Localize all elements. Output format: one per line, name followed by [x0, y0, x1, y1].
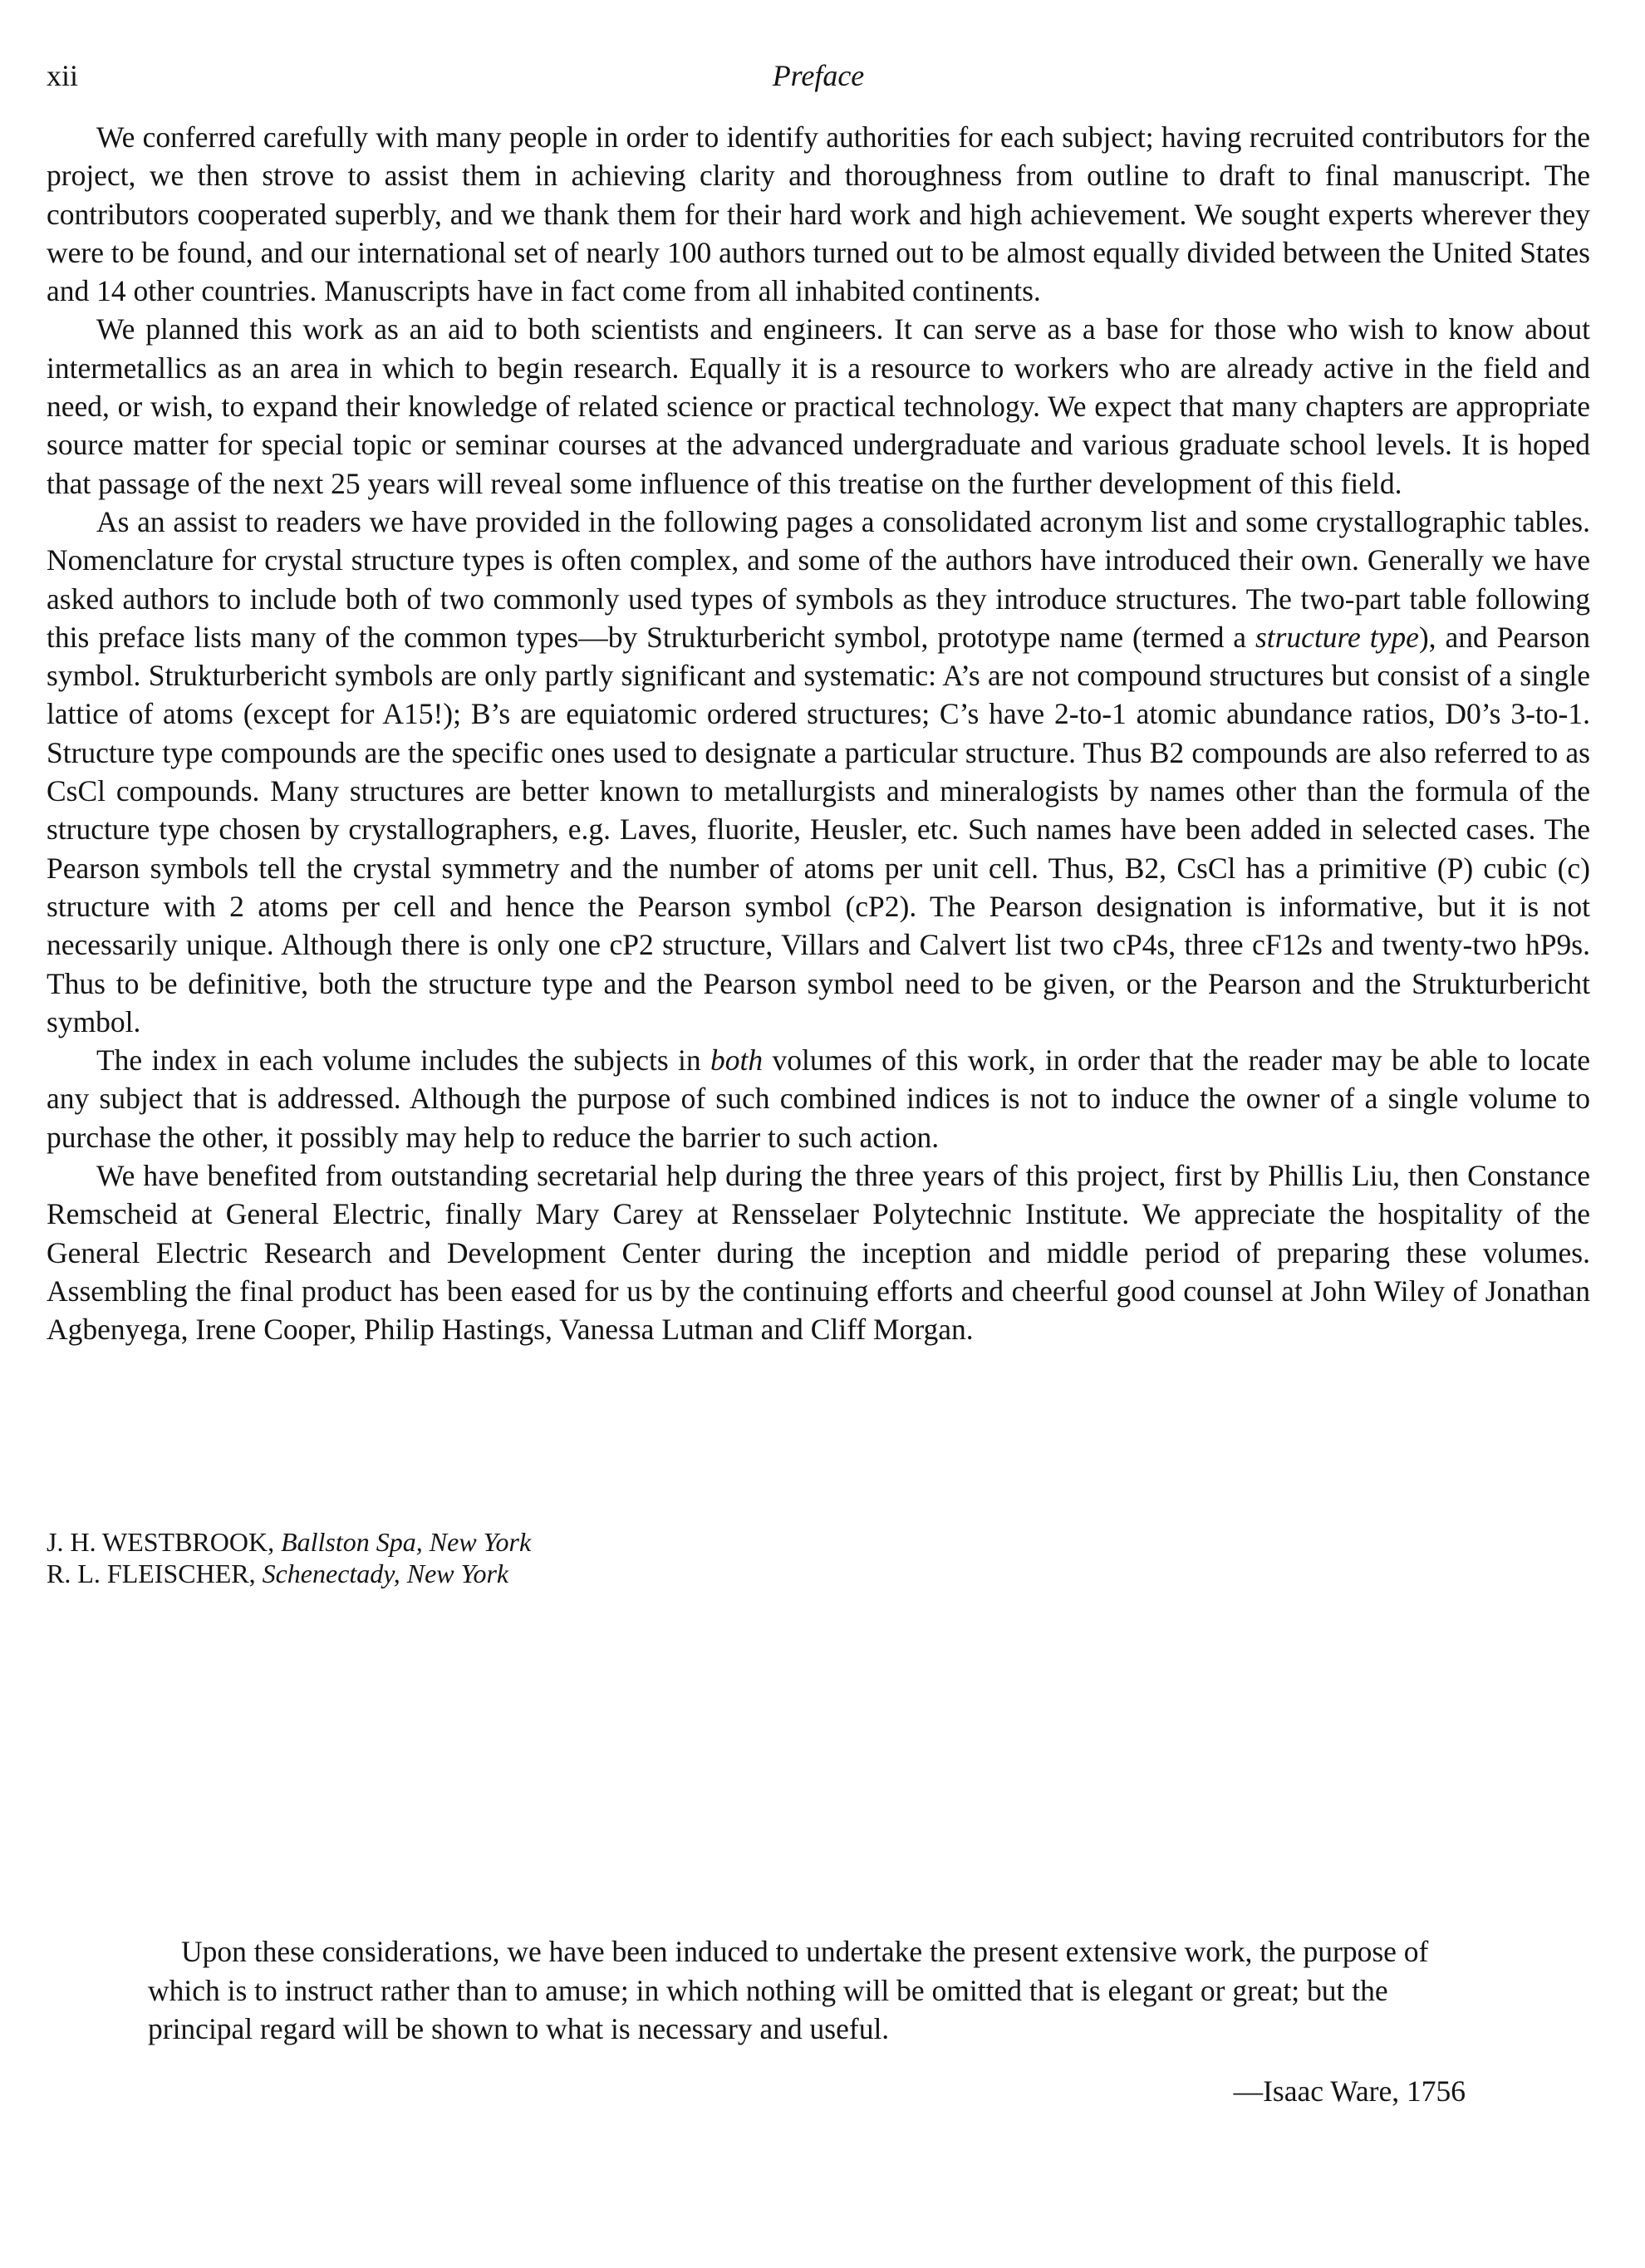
running-head: Preface	[772, 59, 865, 92]
signature-name: J. H. WESTBROOK,	[47, 1527, 275, 1557]
emphasis-text: structure type	[1255, 620, 1419, 654]
paragraph-text: We planned this work as an aid to both scientists and engineers. It can serve as a base for those who wish to know about intermetallics as an area in which to begin research. Equally it is a resource to workers who are already active in the field and need, or wish, to expand their knowledge of related science or practical technology. We expect that many chapters are appropriate source matter for special topic or seminar courses at the advanced undergraduate and various graduate school levels. It is hoped that passage of the next 25 years will reveal some influence of this treatise on the further development of this field.	[47, 312, 1590, 500]
signature-place: Ballston Spa, New York	[281, 1527, 532, 1557]
paragraph-text: ), and Pearson symbol. Strukturbericht symbols are only partly significant and systematic: A’s are not compound structures but consist of a single lattice of atoms (except for A15!); B’s are equiatomic ordered structures; C’s have 2-to-1 atomic abundance ratios, D0’s 3-to-1. Structure type compounds are the specific ones used to designate a particular structure. Thus B2 compounds are also referred to as CsCl compounds. Many structures are better known to metallurgists and mineralogists by names other than the formula of the structure type chosen by crystallographers, e.g. Laves, fluorite, Heusler, etc. Such names have been added in selected cases. The Pearson symbols tell the crystal symmetry and the number of atoms per unit cell. Thus, B2, CsCl has a primitive (P) cubic (c) structure with 2 atoms per cell and hence the Pearson symbol (cP2). The Pearson designation is informative, but it is not necessarily unique. Although there is only one cP2 structure, Villars and Calvert list two cP4s, three cF12s and twenty-two hP9s. Thus to be definitive, both the structure type and the Pearson symbol need to be given, or the Pearson and the Strukturbericht symbol.	[47, 620, 1590, 1038]
paragraph	[47, 310, 1590, 502]
paragraph	[47, 1156, 1590, 1348]
epigraph	[148, 1932, 1494, 2049]
emphasis-text: both	[710, 1043, 764, 1078]
paragraph-text: The index in each volume includes the subjects in	[96, 1043, 711, 1078]
signature-name: R. L. FLEISCHER,	[47, 1559, 256, 1588]
paragraph	[47, 118, 1590, 310]
epigraph-quote: Upon these considerations, we have been induced to undertake the present extensive work, the purpose of which is to instruct rather than to amuse; in which nothing will be omitted that is elegant or great; but the principal regard will be shown to what is necessary and useful.	[148, 1935, 1429, 2045]
paragraph	[47, 503, 1590, 1041]
paragraph	[47, 1041, 1590, 1156]
signature-line	[47, 1558, 531, 1589]
paragraph-text: We conferred carefully with many people in order to identify authorities for each subject; having recruited contributors for the project, we then strove to assist them in achieving clarity and thoroughness from outline to draft to final manuscript. The contributors cooperated superbly, and we thank them for their hard work and high achievement. We sought experts wherever they were to be found, and our international set of nearly 100 authors turned out to be almost equally divided between the United States and 14 other countries. Manuscripts have in fact come from all inhabited continents.	[47, 120, 1590, 308]
page-number: xii	[47, 59, 79, 92]
paragraph-text: As an assist to readers we have provided in the following pages a consolidated acronym list and some crystallographic tables. Nomenclature for crystal structure types is often complex, and some of the authors have introduced their own. Generally we have asked authors to include both of two commonly used types of symbols as they introduce structures. The two-part table following this preface lists many of the common types—by Strukturbericht symbol, prototype name (termed a	[47, 504, 1590, 654]
epigraph-attribution: —Isaac Ware, 1756	[1233, 2074, 1466, 2108]
paragraph-text: volumes of this work, in order that the reader may be able to locate any subject that is addressed. Although the purpose of such combined indices is not to induce the owner of a single volume to purchase the other, it possibly may help to reduce the barrier to such action.	[47, 1043, 1590, 1154]
preface-body	[47, 118, 1590, 1349]
paragraph-text: We have benefited from outstanding secretarial help during the three years of this project, first by Phillis Liu, then Constance Remscheid at General Electric, finally Mary Carey at Rensselaer Polytechnic Institute. We appreciate the hospitality of the General Electric Research and Development Center during the inception and middle period of preparing these volumes. Assembling the final product has been eased for us by the continuing efforts and cheerful good counsel at John Wiley of Jonathan Agbenyega, Irene Cooper, Philip Hastings, Vanessa Lutman and Cliff Morgan.	[47, 1159, 1590, 1347]
signature-place: Schenectady, New York	[262, 1559, 509, 1588]
page-header	[47, 58, 1590, 100]
signature-block	[47, 1526, 531, 1589]
signature-line	[47, 1526, 531, 1558]
